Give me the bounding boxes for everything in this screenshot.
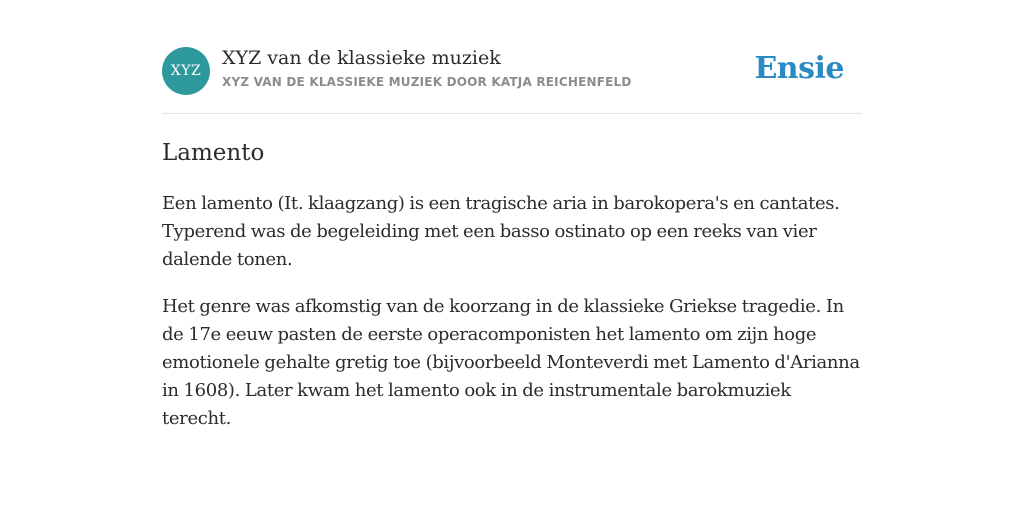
header-divider	[162, 113, 862, 114]
article-title: Lamento	[162, 140, 265, 166]
brand-logo[interactable]: Ensie	[754, 51, 844, 86]
article-paragraph: Een lamento (It. klaagzang) is een tragische aria in barokopera's en cantates. Typerend was de begeleiding met een basso ostinato op een reeks van vier dalende tonen.	[162, 193, 840, 270]
article-paragraph: Het genre was afkomstig van de koorzang in de klassieke Griekse tragedie. In de 17e eeuw pasten de eerste operacomponisten het lamento om zijn hoge emotionele gehalte gretig toe (bijvoorbeeld Monteverdi met Lamento d'Arianna in 1608). Later kwam het lamento ook in de instrumentale barokmuziek terecht.	[162, 296, 860, 429]
source-subtitle[interactable]: XYZ VAN DE KLASSIEKE MUZIEK DOOR KATJA REICHENFELD	[222, 75, 632, 89]
source-avatar[interactable]: XYZ	[162, 47, 210, 95]
source-title[interactable]: XYZ van de klassieke muziek	[222, 47, 501, 69]
source-header	[162, 46, 862, 113]
article-body	[162, 190, 862, 452]
